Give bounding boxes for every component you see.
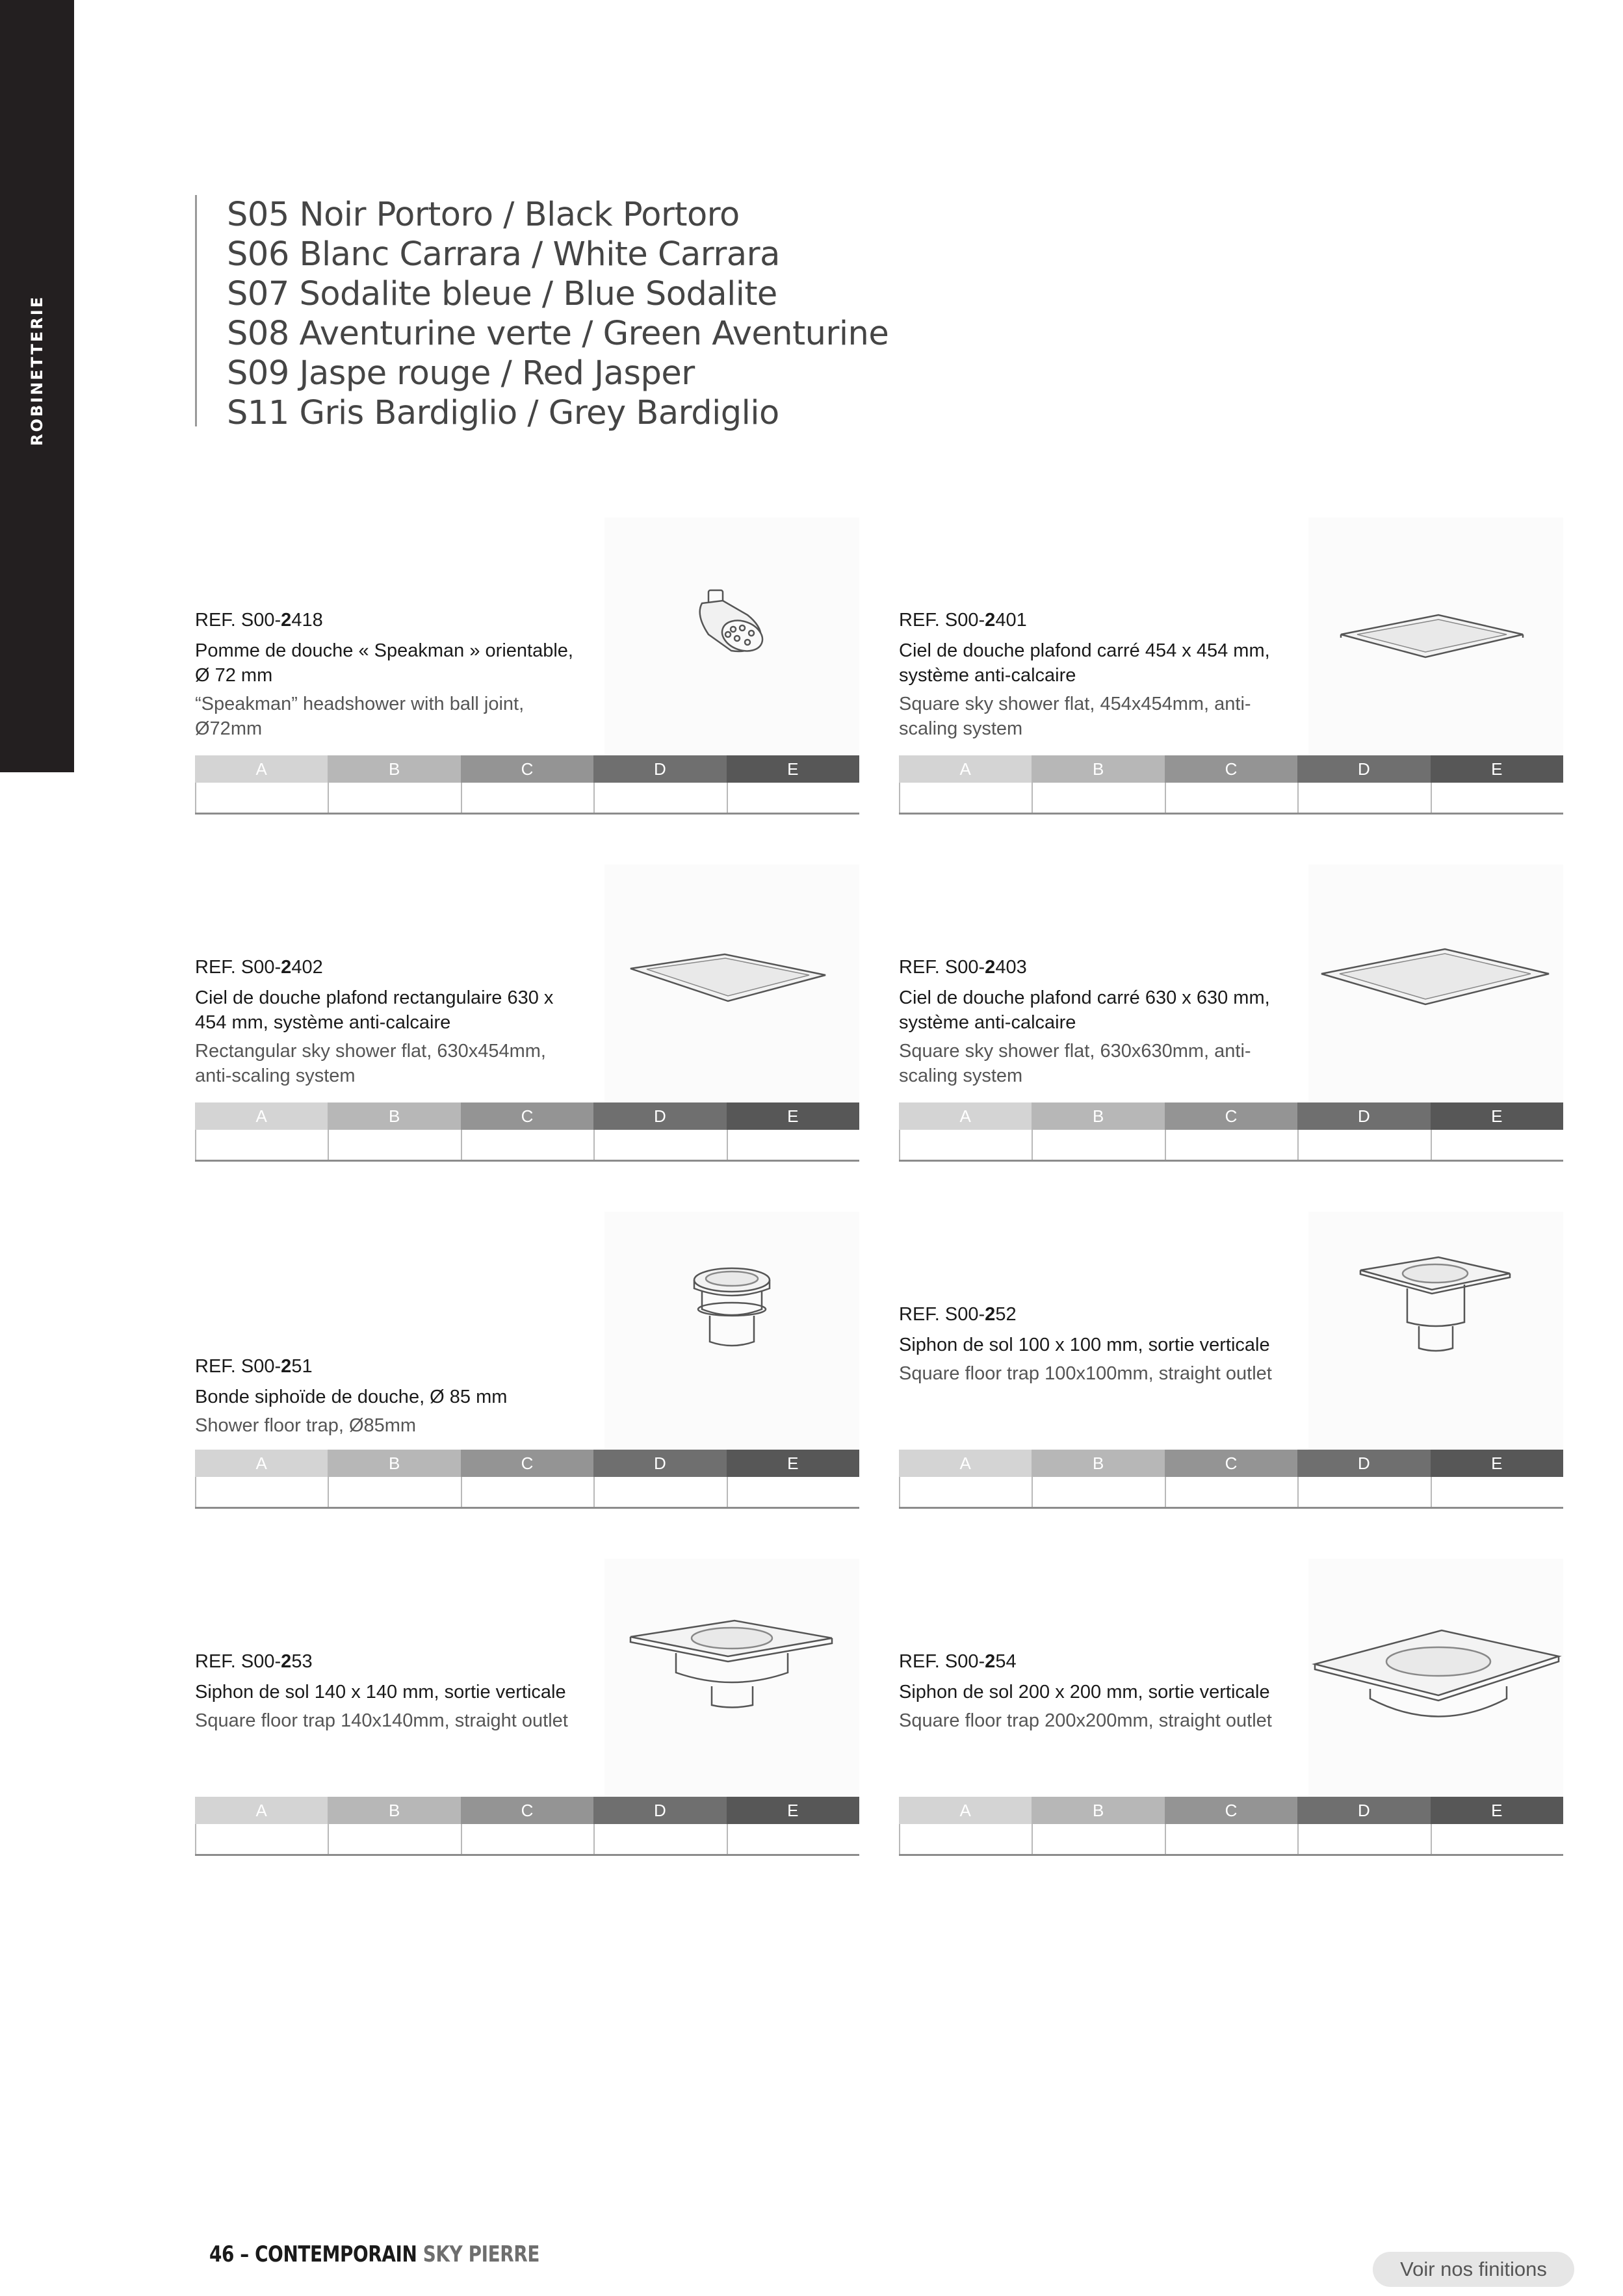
grid-header-c: C — [461, 755, 593, 783]
page-number: 46 — [209, 2241, 234, 2267]
grid-header-b: B — [328, 1450, 460, 1477]
grid-cell — [1165, 783, 1297, 813]
finish-grid — [195, 1102, 859, 1161]
grid-cell — [195, 1824, 328, 1854]
grid-header-c: C — [1165, 755, 1297, 783]
product-text — [899, 1303, 1289, 1386]
product-description-en: Square floor trap 200x200mm, straight outlet — [899, 1710, 1272, 1731]
grid-header-c: C — [461, 1102, 593, 1130]
grid-header-a: A — [195, 1450, 328, 1477]
grid-cell — [1297, 1824, 1430, 1854]
grid-cell — [899, 783, 1032, 813]
grid-header-a: A — [899, 1797, 1032, 1824]
square-floor-trap-icon — [1308, 1559, 1563, 1819]
product-description-fr: Bonde siphoïde de douche, Ø 85 mm — [195, 1387, 508, 1407]
rectangular-sky-shower-icon — [604, 865, 859, 1125]
grid-cell — [461, 783, 593, 813]
collection-name: CONTEMPORAIN — [255, 2241, 417, 2267]
product-text — [195, 1355, 585, 1438]
finish-grid — [899, 1102, 1563, 1161]
product-description-en: Square floor trap 140x140mm, straight outlet — [195, 1710, 568, 1731]
grid-cell — [1297, 783, 1430, 813]
grid-header-d: D — [593, 755, 726, 783]
grid-header-e: E — [1431, 1450, 1563, 1477]
grid-cell — [1032, 783, 1164, 813]
grid-header-d: D — [1297, 755, 1430, 783]
grid-header-b: B — [1032, 755, 1164, 783]
finish-grid — [899, 1797, 1563, 1855]
finishes-list — [195, 195, 889, 432]
grid-cell — [1431, 1130, 1563, 1160]
grid-cell — [1165, 1824, 1297, 1854]
grid-header-d: D — [1297, 1450, 1430, 1477]
grid-cell — [1431, 783, 1563, 813]
finish-grid — [195, 1797, 859, 1855]
product-description-en: “Speakman” headshower with ball joint, Ø72mm — [195, 694, 525, 739]
product-ref: REF. S00-2403 — [899, 957, 1027, 978]
product-description-fr: Ciel de douche plafond carré 630 x 630 mm, système anti-calcaire — [899, 987, 1270, 1033]
grid-header-a: A — [899, 755, 1032, 783]
grid-cell — [461, 1824, 593, 1854]
product-card — [899, 865, 1563, 1164]
grid-cell — [1032, 1130, 1164, 1160]
product-ref: REF. S00-252 — [899, 1304, 1017, 1325]
grid-cell — [1165, 1477, 1297, 1507]
grid-header-e: E — [727, 1102, 859, 1130]
product-card — [195, 1559, 859, 1858]
product-description-fr: Ciel de douche plafond rectangulaire 630 x 454 mm, système anti-calcaire — [195, 987, 554, 1033]
grid-cell — [727, 1824, 859, 1854]
grid-header-d: D — [593, 1797, 726, 1824]
grid-header-b: B — [1032, 1102, 1164, 1130]
grid-header-d: D — [1297, 1797, 1430, 1824]
product-card — [899, 1559, 1563, 1858]
square-floor-trap-icon — [604, 1559, 859, 1819]
grid-header-e: E — [1431, 755, 1563, 783]
footer-separator: – — [233, 2241, 255, 2267]
view-finishes-button[interactable]: Voir nos finitions — [1373, 2252, 1574, 2287]
grid-cell — [727, 1130, 859, 1160]
grid-header-c: C — [1165, 1797, 1297, 1824]
grid-cell — [328, 783, 460, 813]
product-text — [195, 1650, 585, 1733]
square-sky-shower-icon — [1308, 517, 1563, 777]
grid-header-a: A — [899, 1450, 1032, 1477]
headshower-icon — [604, 517, 859, 777]
product-description-en: Square sky shower flat, 454x454mm, anti-scaling system — [899, 694, 1251, 739]
grid-header-c: C — [461, 1450, 593, 1477]
product-card — [195, 517, 859, 816]
grid-header-c: C — [461, 1797, 593, 1824]
product-description-fr: Pomme de douche « Speakman » orientable, Ø 72 mm — [195, 640, 573, 686]
grid-cell — [1032, 1477, 1164, 1507]
grid-header-a: A — [195, 755, 328, 783]
grid-header-a: A — [195, 1797, 328, 1824]
product-card — [195, 865, 859, 1164]
product-ref: REF. S00-2401 — [899, 610, 1027, 631]
grid-cell — [328, 1824, 460, 1854]
square-floor-trap-icon — [1308, 1212, 1563, 1472]
product-text — [899, 956, 1289, 1088]
grid-cell — [593, 1477, 726, 1507]
product-description-en: Rectangular sky shower flat, 630x454mm, anti-scaling system — [195, 1041, 546, 1086]
product-description-en: Shower floor trap, Ø85mm — [195, 1415, 417, 1436]
product-description-fr: Siphon de sol 100 x 100 mm, sortie verticale — [899, 1335, 1270, 1355]
grid-cell — [727, 783, 859, 813]
grid-cell — [727, 1477, 859, 1507]
grid-header-e: E — [1431, 1102, 1563, 1130]
grid-cell — [1297, 1477, 1430, 1507]
product-ref: REF. S00-254 — [899, 1651, 1017, 1672]
product-ref: REF. S00-2402 — [195, 957, 323, 978]
grid-header-b: B — [328, 755, 460, 783]
grid-cell — [1297, 1130, 1430, 1160]
product-ref: REF. S00-253 — [195, 1651, 313, 1672]
product-description-en: Square floor trap 100x100mm, straight outlet — [899, 1363, 1272, 1384]
product-description-fr: Siphon de sol 200 x 200 mm, sortie verticale — [899, 1682, 1270, 1702]
finish-item: S06 Blanc Carrara / White Carrara — [227, 235, 780, 274]
grid-cell — [593, 1824, 726, 1854]
side-tab-label: ROBINETTERIE — [28, 294, 46, 447]
grid-header-e: E — [1431, 1797, 1563, 1824]
product-text — [195, 956, 585, 1088]
finish-item: S08 Aventurine verte / Green Aventurine — [227, 315, 889, 353]
grid-header-c: C — [1165, 1102, 1297, 1130]
grid-cell — [195, 1130, 328, 1160]
footer-title — [209, 2241, 539, 2267]
grid-header-c: C — [1165, 1450, 1297, 1477]
grid-cell — [899, 1477, 1032, 1507]
grid-header-a: A — [195, 1102, 328, 1130]
grid-header-b: B — [328, 1102, 460, 1130]
grid-header-d: D — [1297, 1102, 1430, 1130]
grid-cell — [1431, 1477, 1563, 1507]
grid-cell — [593, 1130, 726, 1160]
grid-header-e: E — [727, 1797, 859, 1824]
grid-header-b: B — [328, 1797, 460, 1824]
grid-cell — [1431, 1824, 1563, 1854]
grid-cell — [328, 1477, 460, 1507]
product-ref: REF. S00-251 — [195, 1356, 313, 1377]
product-description-fr: Siphon de sol 140 x 140 mm, sortie verticale — [195, 1682, 566, 1702]
product-text — [899, 608, 1289, 741]
grid-header-b: B — [1032, 1450, 1164, 1477]
square-sky-shower-icon — [1308, 865, 1563, 1125]
grid-cell — [328, 1130, 460, 1160]
finish-item: S09 Jaspe rouge / Red Jasper — [227, 354, 695, 393]
grid-cell — [899, 1824, 1032, 1854]
grid-header-d: D — [593, 1450, 726, 1477]
grid-cell — [593, 783, 726, 813]
grid-header-e: E — [727, 755, 859, 783]
side-tab — [0, 0, 74, 772]
product-text — [195, 608, 585, 741]
finish-item: S05 Noir Portoro / Black Portoro — [227, 196, 740, 234]
grid-header-d: D — [593, 1102, 726, 1130]
grid-header-a: A — [899, 1102, 1032, 1130]
product-card — [195, 1212, 859, 1511]
grid-cell — [195, 1477, 328, 1507]
grid-cell — [1032, 1824, 1164, 1854]
grid-cell — [899, 1130, 1032, 1160]
finish-item: S07 Sodalite bleue / Blue Sodalite — [227, 275, 777, 313]
grid-cell — [195, 783, 328, 813]
product-card — [899, 517, 1563, 816]
grid-cell — [461, 1477, 593, 1507]
finish-grid — [195, 1450, 859, 1508]
finish-item: S11 Gris Bardiglio / Grey Bardiglio — [227, 394, 779, 432]
grid-cell — [461, 1130, 593, 1160]
product-card — [899, 1212, 1563, 1511]
finish-grid — [899, 1450, 1563, 1508]
grid-header-e: E — [727, 1450, 859, 1477]
grid-header-b: B — [1032, 1797, 1164, 1824]
product-description-fr: Ciel de douche plafond carré 454 x 454 mm, système anti-calcaire — [899, 640, 1270, 686]
round-floor-trap-icon — [604, 1212, 859, 1472]
product-text — [899, 1650, 1289, 1733]
series-name: SKY PIERRE — [422, 2241, 540, 2267]
finish-grid — [899, 755, 1563, 814]
product-ref: REF. S00-2418 — [195, 610, 323, 631]
finish-grid — [195, 755, 859, 814]
grid-cell — [1165, 1130, 1297, 1160]
product-description-en: Square sky shower flat, 630x630mm, anti-scaling system — [899, 1041, 1251, 1086]
